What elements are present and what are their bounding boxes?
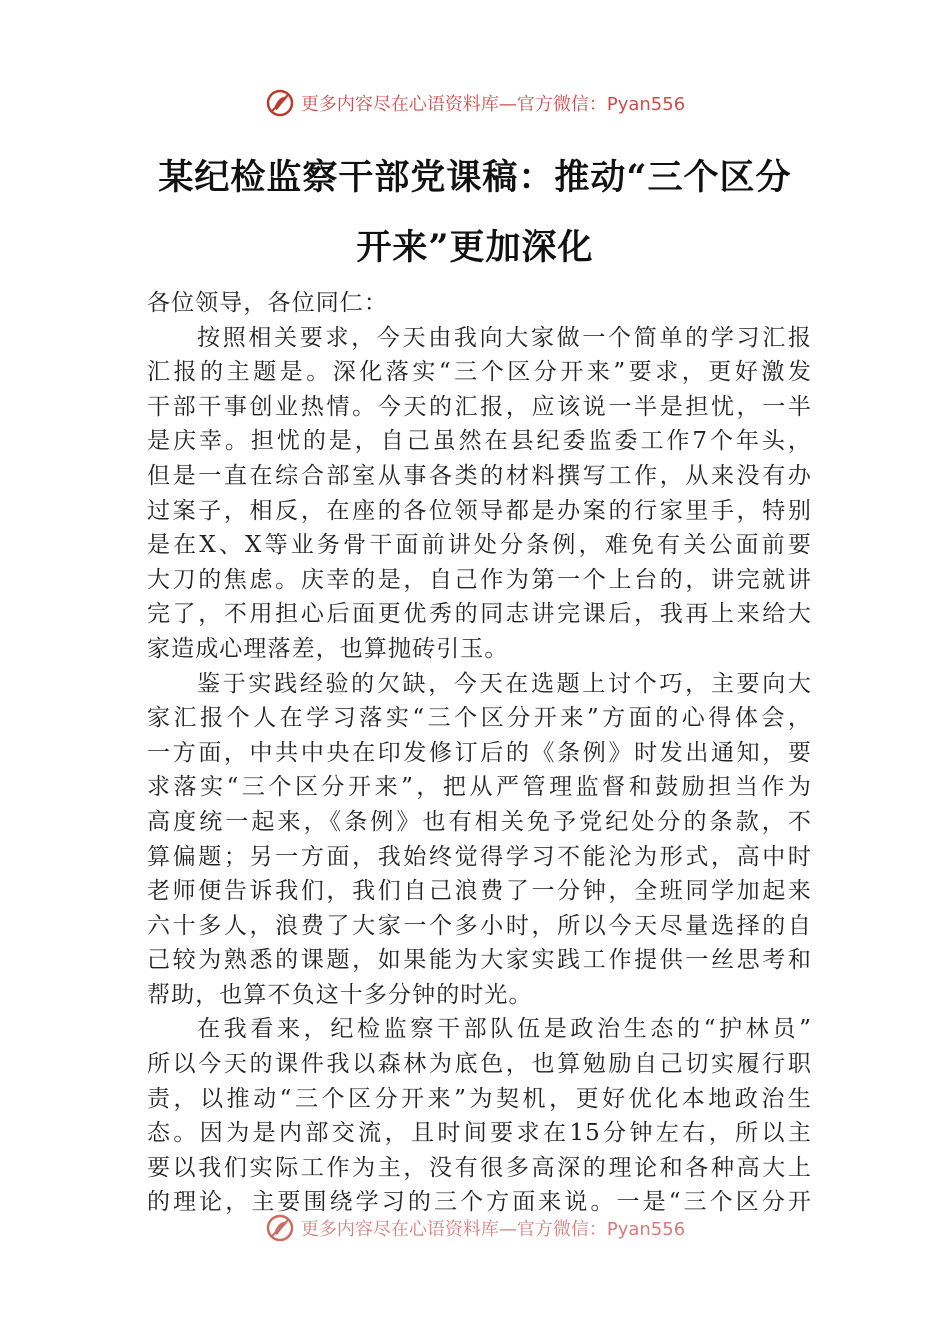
document-title-line-2: 开来”更加深化 xyxy=(356,227,594,268)
paragraph xyxy=(147,321,812,667)
watermark-footer xyxy=(0,1211,950,1245)
logo-icon xyxy=(265,1213,295,1243)
paragraphs xyxy=(147,321,812,1220)
watermark-header xyxy=(0,86,950,120)
text-line: 的理论，主要围绕学习的三个方面来说。一是“三个区分开 xyxy=(147,1189,812,1216)
text-line: 所以今天的课件我以森林为底色，也算勉励自己切实履行职 xyxy=(147,1051,812,1078)
document-body xyxy=(147,286,812,1220)
text-line: 是在X、X等业务骨干面前讲处分条例，难免有关公面前要 xyxy=(147,532,812,559)
text-line: 家造成心理落差，也算抛砖引玉。 xyxy=(147,635,509,662)
text-line: 汇报的主题是。深化落实“三个区分开来”要求，更好激发 xyxy=(147,359,812,386)
text-line: 完了，不用担心后面更优秀的同志讲完课后，我再上来给大 xyxy=(147,601,812,628)
paragraph xyxy=(147,667,812,1013)
text-line: 过案子，相反，在座的各位领导都是办案的行家里手，特别 xyxy=(147,497,812,524)
text-line: 是庆幸。担忧的是，自己虽然在县纪委监委工作7个年头， xyxy=(147,428,812,455)
text-line: 六十多人，浪费了大家一个多小时，所以今天尽量选择的自 xyxy=(147,912,812,939)
watermark-text: 更多内容尽在心语资料库—官方微信：Pyan556 xyxy=(300,1219,686,1240)
logo-icon xyxy=(265,88,295,118)
text-line: 老师便告诉我们，我们自己浪费了一分钟，全班同学加起来 xyxy=(147,878,812,905)
text-line: 一方面，中共中央在印发修订后的《条例》时发出通知，要 xyxy=(147,739,812,766)
text-line: 态。因为是内部交流，且时间要求在15分钟左右，所以主 xyxy=(147,1120,812,1147)
greeting: 各位领导，各位同仁： xyxy=(147,290,388,316)
text-line: 在我看来，纪检监察干部队伍是政治生态的“护林员” xyxy=(197,1016,812,1043)
text-line: 要以我们实际工作为主，没有很多高深的理论和各种高大上 xyxy=(147,1154,812,1181)
text-line: 责，以推动“三个区分开来”为契机，更好优化本地政治生 xyxy=(147,1085,812,1112)
watermark-text: 更多内容尽在心语资料库—官方微信：Pyan556 xyxy=(300,94,686,115)
text-line: 按照相关要求，今天由我向大家做一个简单的学习汇报 xyxy=(197,324,812,351)
text-line: 高度统一起来，《条例》也有相关免予党纪处分的条款，不 xyxy=(147,808,812,835)
document-title-line-1: 某纪检监察干部党课稿：推动“三个区分 xyxy=(158,157,792,198)
text-line: 大刀的焦虑。庆幸的是，自己作为第一个上台的，讲完就讲 xyxy=(147,566,812,593)
text-line: 但是一直在综合部室从事各类的材料撰写工作，从来没有办 xyxy=(147,462,812,489)
text-line: 干部干事创业热情。今天的汇报，应该说一半是担忧，一半 xyxy=(147,393,812,420)
text-line: 家汇报个人在学习落实“三个区分开来”方面的心得体会， xyxy=(147,705,812,732)
text-line: 算偏题；另一方面，我始终觉得学习不能沦为形式，高中时 xyxy=(147,843,812,870)
text-line: 帮助，也算不负这十多分钟的时光。 xyxy=(147,981,533,1008)
text-line: 求落实“三个区分开来”，把从严管理监督和鼓励担当作为 xyxy=(147,774,812,801)
text-line: 鉴于实践经验的欠缺，今天在选题上讨个巧，主要向大 xyxy=(197,670,812,697)
paragraph xyxy=(147,1012,812,1220)
text-line: 己较为熟悉的课题，如果能为大家实践工作提供一丝思考和 xyxy=(147,947,812,974)
